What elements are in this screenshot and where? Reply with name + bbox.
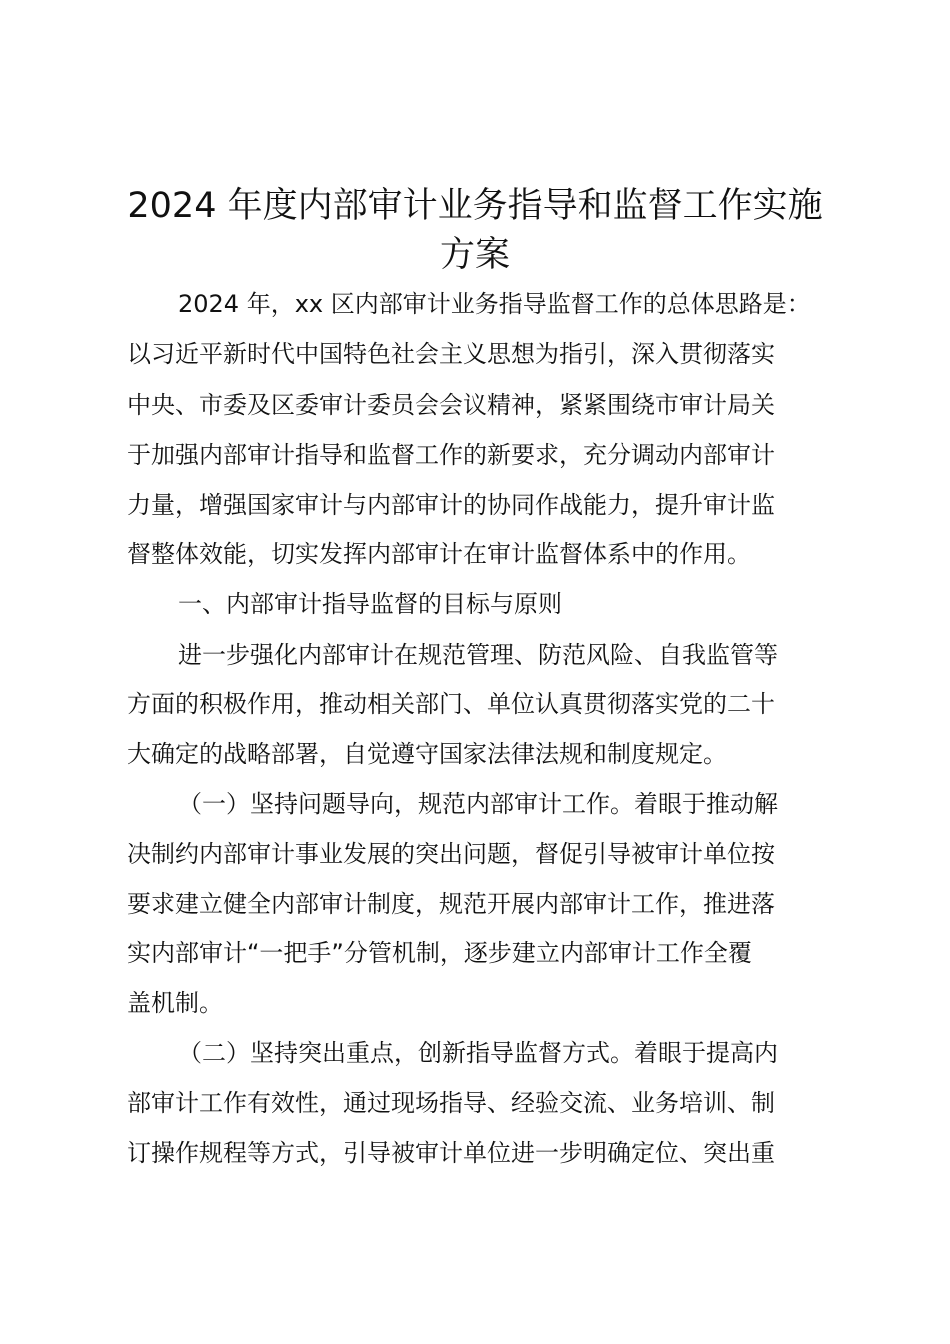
paragraph-intro-line-2: 以习近平新时代中国特色社会主义思想为指引，深入贯彻落实 (127, 340, 775, 368)
document-title-line-1: 2024 年度内部审计业务指导和监督工作实施 (127, 186, 823, 226)
paragraph-principle-1-line-2: 决制约内部审计事业发展的突出问题，督促引导被审计单位按 (127, 840, 775, 868)
paragraph-principle-2-line-1: （二）坚持突出重点，创新指导监督方式。着眼于提高内 (178, 1039, 778, 1067)
paragraph-goal-line-1: 进一步强化内部审计在规范管理、防范风险、自我监管等 (178, 641, 778, 669)
paragraph-principle-1-line-1: （一）坚持问题导向，规范内部审计工作。着眼于推动解 (178, 790, 778, 818)
paragraph-intro-line-4: 于加强内部审计指导和监督工作的新要求，充分调动内部审计 (127, 441, 775, 469)
document-title-line-2: 方案 (439, 235, 510, 275)
paragraph-intro-line-3: 中央、市委及区委审计委员会会议精神，紧紧围绕市审计局关 (127, 391, 775, 419)
section-heading-1: 一、内部审计指导监督的目标与原则 (178, 590, 562, 618)
paragraph-principle-1-line-5: 盖机制。 (127, 989, 223, 1017)
paragraph-intro-line-1: 2024 年，xx 区内部审计业务指导监督工作的总体思路是： (178, 290, 811, 318)
paragraph-principle-2-line-3: 订操作规程等方式，引导被审计单位进一步明确定位、突出重 (127, 1139, 775, 1167)
paragraph-principle-1-line-3: 要求建立健全内部审计制度，规范开展内部审计工作，推进落 (127, 890, 775, 918)
paragraph-principle-2-line-2: 部审计工作有效性，通过现场指导、经验交流、业务培训、制 (127, 1089, 775, 1117)
paragraph-goal-line-3: 大确定的战略部署，自觉遵守国家法律法规和制度规定。 (127, 740, 727, 768)
paragraph-intro-line-6: 督整体效能，切实发挥内部审计在审计监督体系中的作用。 (127, 540, 751, 568)
paragraph-goal-line-2: 方面的积极作用，推动相关部门、单位认真贯彻落实党的二十 (127, 690, 775, 718)
paragraph-principle-1-line-4: 实内部审计“一把手”分管机制，逐步建立内部审计工作全覆 (127, 939, 752, 967)
paragraph-intro-line-5: 力量，增强国家审计与内部审计的协同作战能力，提升审计监 (127, 491, 775, 519)
